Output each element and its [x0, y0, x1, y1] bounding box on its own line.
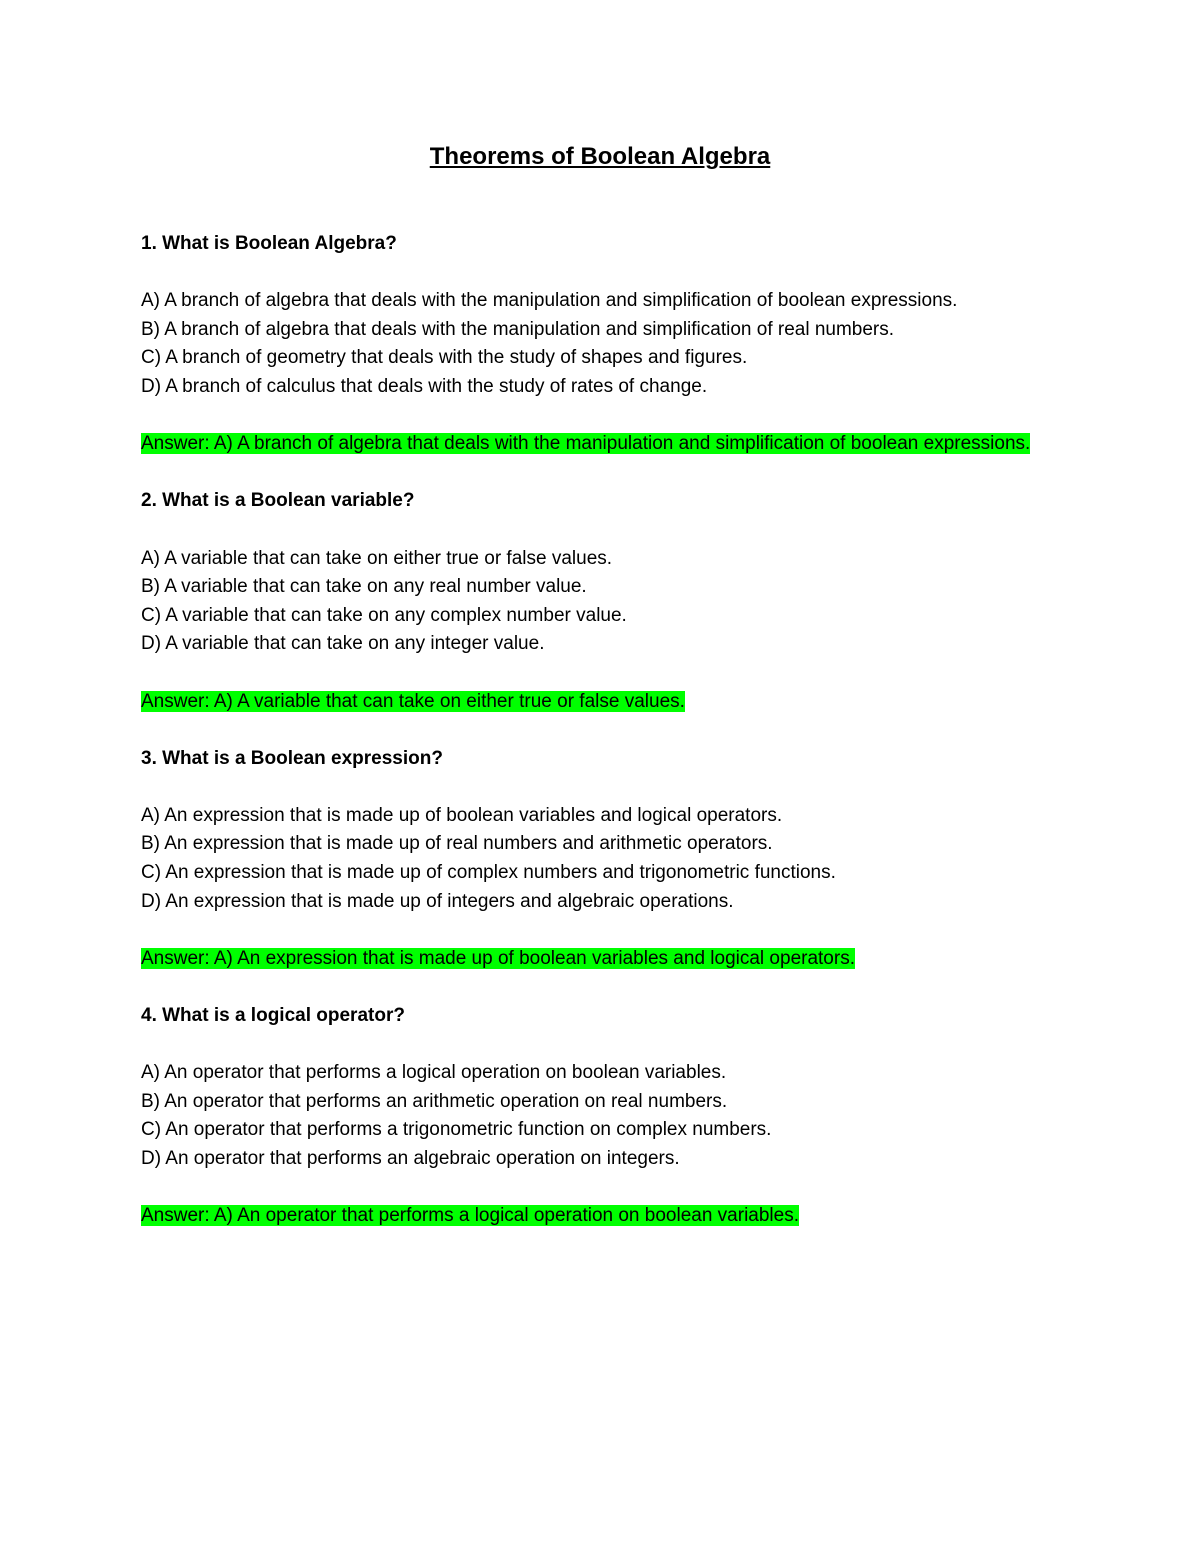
option-d: D) A variable that can take on any integer value. [141, 633, 545, 655]
option-list [141, 287, 1041, 401]
answer-line [141, 945, 1041, 974]
answer-highlight: Answer: A) A variable that can take on either true or false values. [141, 690, 685, 712]
question-text: 1. What is Boolean Algebra? [141, 233, 397, 254]
option-d: D) An operator that performs an algebraic operation on integers. [141, 1148, 680, 1169]
option-b: B) An expression that is made up of real numbers and arithmetic operators. [141, 833, 773, 855]
option-c: C) A branch of geometry that deals with the study of shapes and figures. [141, 347, 748, 369]
question-block-2 [141, 487, 1041, 716]
question-text: 2. What is a Boolean variable? [141, 490, 415, 512]
page-title: Theorems of Boolean Algebra [429, 143, 771, 170]
question-block-3 [141, 745, 1041, 974]
answer-line [141, 430, 1041, 459]
answer-highlight: Answer: A) An operator that performs a logical operation on boolean variables. [141, 1205, 799, 1227]
option-list [141, 1059, 1041, 1173]
answer-line [141, 688, 1041, 717]
option-list [141, 545, 1041, 659]
question-list [141, 230, 1041, 1259]
option-d: D) An expression that is made up of integers and algebraic operations. [141, 890, 734, 912]
option-list [141, 802, 1041, 916]
option-c: C) An expression that is made up of complex numbers and trigonometric functions. [141, 862, 836, 884]
option-a: A) A branch of algebra that deals with the manipulation and simplification of boolean expressions. [141, 290, 958, 312]
option-a: A) An operator that performs a logical operation on boolean variables. [141, 1062, 727, 1084]
option-b: B) A variable that can take on any real number value. [141, 576, 587, 598]
question-block-4 [141, 1002, 1041, 1231]
option-a: A) A variable that can take on either true or false values. [141, 547, 613, 569]
option-b: B) A branch of algebra that deals with the manipulation and simplification of real numbers. [141, 318, 895, 340]
option-b: B) An operator that performs an arithmetic operation on real numbers. [141, 1090, 728, 1112]
question-text: 3. What is a Boolean expression? [141, 747, 443, 769]
answer-highlight: Answer: A) A branch of algebra that deals with the manipulation and simplification of boolean expressions. [141, 433, 1031, 455]
question-text: 4. What is a logical operator? [141, 1005, 405, 1027]
option-a: A) An expression that is made up of boolean variables and logical operators. [141, 804, 783, 826]
option-d: D) A branch of calculus that deals with the study of rates of change. [141, 375, 708, 397]
answer-highlight: Answer: A) An expression that is made up of boolean variables and logical operators. [141, 947, 855, 969]
option-c: C) A variable that can take on any complex number value. [141, 604, 627, 626]
answer-line [141, 1202, 1041, 1231]
option-c: C) An operator that performs a trigonometric function on complex numbers. [141, 1119, 772, 1141]
question-block-1 [141, 230, 1041, 459]
